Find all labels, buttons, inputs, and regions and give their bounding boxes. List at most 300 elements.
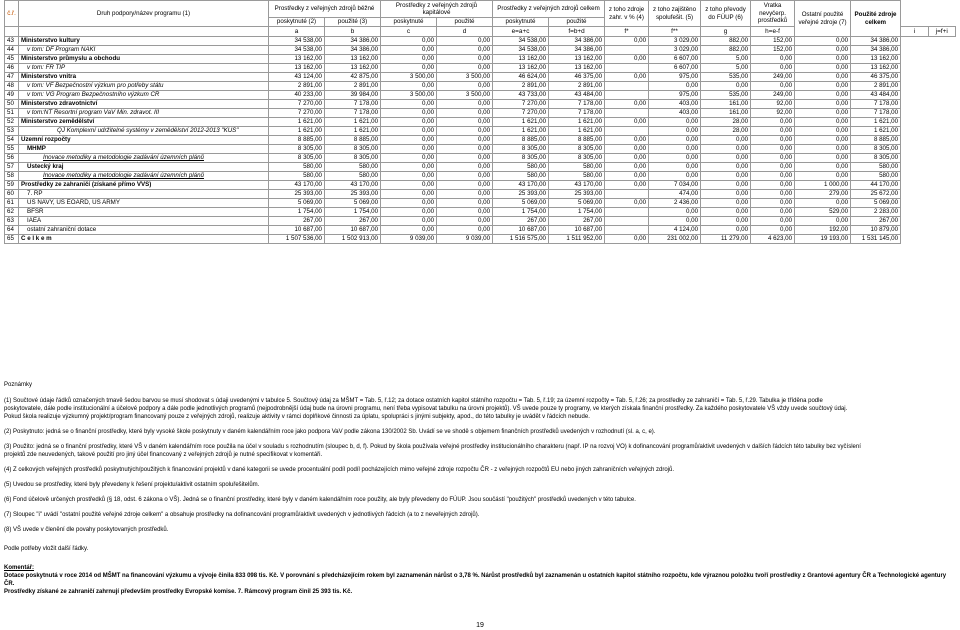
value-cell: 8 305,00 (325, 145, 381, 154)
row-number: 61 (5, 199, 19, 208)
komentar-title: Komentář: (4, 565, 35, 571)
table-row (5, 55, 956, 64)
value-cell: 0,00 (751, 145, 795, 154)
value-cell: 28,00 (701, 118, 751, 127)
value-cell: 7 270,00 (493, 109, 549, 118)
value-cell: 535,00 (701, 73, 751, 82)
value-cell: 1 621,00 (325, 127, 381, 136)
value-cell: 13 162,00 (269, 55, 325, 64)
value-cell: 13 162,00 (851, 55, 901, 64)
value-cell: 279,00 (795, 190, 851, 199)
value-cell: 0,00 (381, 64, 437, 73)
value-cell: 0,00 (751, 127, 795, 136)
value-cell: 0,00 (795, 100, 851, 109)
value-cell: 8 305,00 (549, 145, 605, 154)
value-cell: 28,00 (701, 127, 751, 136)
value-cell: 0,00 (437, 64, 493, 73)
value-cell: 0,00 (437, 226, 493, 235)
sub-poskytnute-celkem: poskytnuté (493, 18, 549, 27)
value-cell: 0,00 (649, 127, 701, 136)
value-cell: 25 393,00 (325, 190, 381, 199)
value-cell: 0,00 (437, 82, 493, 91)
value-cell: 1 621,00 (493, 118, 549, 127)
value-cell: 0,00 (649, 217, 701, 226)
value-cell: 10 687,00 (269, 226, 325, 235)
row-number: 53 (5, 127, 19, 136)
value-cell: 580,00 (269, 163, 325, 172)
value-cell: 7 034,00 (649, 181, 701, 190)
value-cell: 0,00 (795, 55, 851, 64)
value-cell: 13 162,00 (269, 64, 325, 73)
program-name: IAEA (19, 217, 269, 226)
col-header-vratka: Vratka nevyčerp. prostředků (751, 1, 795, 27)
row-number: 65 (5, 235, 19, 244)
value-cell: 0,00 (701, 154, 751, 163)
value-cell: 13 162,00 (325, 55, 381, 64)
value-cell: 0,00 (437, 37, 493, 46)
value-cell: 7 270,00 (269, 109, 325, 118)
value-cell: 267,00 (851, 217, 901, 226)
table-row (5, 37, 956, 46)
table-row (5, 91, 956, 100)
komentar-2: Prostředky získané ze zahraničí zahrnují především prostředky Evropské komise. 7. Rámcový program činil 25 393 tis. Kč. (4, 589, 353, 595)
program-name: 7. RP (19, 190, 269, 199)
value-cell: 8 305,00 (851, 154, 901, 163)
value-cell: 0,00 (381, 127, 437, 136)
note-2: (2) Poskytnuto: jedná se o finanční prostředky, které byly vysoké škole poskytnuty v daném kalendářním roce jako podpora VaV podle zákona 130/2002 Sb. Uvádí se ve shodě s objemem finančních prostředků uvedených v rozhodnutí (sl. a, c, e). (4, 429, 656, 435)
report-sheet (4, 0, 956, 244)
value-cell: 25 393,00 (493, 190, 549, 199)
table-row (5, 136, 956, 145)
value-cell: 34 386,00 (851, 46, 901, 55)
value-cell: 0,00 (751, 55, 795, 64)
value-cell: 34 538,00 (493, 37, 549, 46)
value-cell: 43 170,00 (325, 181, 381, 190)
value-cell (605, 109, 649, 118)
value-cell: 403,00 (649, 109, 701, 118)
value-cell: 10 879,00 (851, 226, 901, 235)
note-3a: (3) Použito: jedná se o finanční prostředky, které VŠ v daném kalendářním roce použila na účel v souladu s rozhodnutím (sloupec b, d, f). Pokud by škola používala veřejné prostředky institucionálního charakteru (např. IP na rozvoj VO) k dofinancování programů/aktivit uvedených v dalších řádcích této tabulky bez vyčíslení (4, 444, 861, 450)
value-cell: 882,00 (701, 46, 751, 55)
value-cell: 1 621,00 (269, 118, 325, 127)
value-cell: 249,00 (751, 73, 795, 82)
value-cell: 5 069,00 (493, 199, 549, 208)
row-number: 46 (5, 64, 19, 73)
value-cell: 1 531 145,00 (851, 235, 901, 244)
value-cell: 43 484,00 (549, 91, 605, 100)
program-name: Inovace metodiky a metodologie zadávání územních plánů (19, 154, 269, 163)
program-name: MHMP (19, 145, 269, 154)
value-cell: 0,00 (381, 37, 437, 46)
value-cell: 92,00 (751, 109, 795, 118)
row-number: 54 (5, 136, 19, 145)
program-name: v tom: VG Program Bezpečnostního výzkum ČR (19, 91, 269, 100)
value-cell: 0,00 (701, 181, 751, 190)
value-cell: 1 621,00 (851, 127, 901, 136)
value-cell: 0,00 (381, 55, 437, 64)
value-cell: 580,00 (325, 163, 381, 172)
value-cell: 0,00 (701, 163, 751, 172)
letter-cell: f* (605, 27, 649, 37)
value-cell: 0,00 (751, 208, 795, 217)
notes-section (4, 381, 954, 596)
value-cell: 0,00 (795, 82, 851, 91)
value-cell: 8 305,00 (851, 145, 901, 154)
value-cell: 0,00 (701, 172, 751, 181)
row-number: 48 (5, 82, 19, 91)
col-header-number: č.ř. (5, 1, 19, 27)
col-header-ostatni: Ostatní použité veřejné zdroje (7) (795, 1, 851, 37)
value-cell: 5,00 (701, 55, 751, 64)
row-number: 45 (5, 55, 19, 64)
row-number: 56 (5, 154, 19, 163)
value-cell: 5 069,00 (549, 199, 605, 208)
value-cell: 92,00 (751, 100, 795, 109)
value-cell: 43 484,00 (851, 91, 901, 100)
value-cell: 0,00 (795, 37, 851, 46)
col-header-celkem: Prostředky z veřejných zdrojů celkem (493, 1, 605, 18)
row-number: 44 (5, 46, 19, 55)
row-number: 63 (5, 217, 19, 226)
value-cell: 0,00 (437, 145, 493, 154)
col-header-kapitalove: Prostředky z veřejných zdrojů kapitálové (381, 1, 493, 18)
value-cell: 44 170,00 (851, 181, 901, 190)
letter-cell: b (325, 27, 381, 37)
table-row (5, 217, 956, 226)
table-row (5, 100, 956, 109)
value-cell: 7 178,00 (851, 100, 901, 109)
value-cell: 474,00 (649, 190, 701, 199)
value-cell: 0,00 (437, 190, 493, 199)
value-cell: 0,00 (437, 172, 493, 181)
value-cell: 267,00 (325, 217, 381, 226)
col-header-pouzite-celkem: Použité zdroje celkem (851, 1, 901, 37)
value-cell: 0,00 (795, 163, 851, 172)
table-row (5, 190, 956, 199)
value-cell: 4 623,00 (751, 235, 795, 244)
value-cell: 43 733,00 (493, 91, 549, 100)
value-cell: 0,00 (795, 217, 851, 226)
value-cell: 2 891,00 (269, 82, 325, 91)
value-cell: 580,00 (549, 172, 605, 181)
value-cell: 13 162,00 (851, 64, 901, 73)
note-5: (5) Uvedou se prostředky, které byly převedeny k řešení projektu/aktivit ostatním spoluřešitelům. (4, 482, 260, 488)
value-cell: 152,00 (751, 37, 795, 46)
sub-poskytnute-bezne: poskytnuté (2) (269, 18, 325, 27)
value-cell: 1 621,00 (549, 127, 605, 136)
value-cell: 0,00 (605, 145, 649, 154)
value-cell: 267,00 (269, 217, 325, 226)
value-cell (605, 127, 649, 136)
value-cell: 0,00 (701, 145, 751, 154)
value-cell: 882,00 (701, 37, 751, 46)
value-cell: 1 621,00 (851, 118, 901, 127)
letter-cell: f** (649, 27, 701, 37)
value-cell: 0,00 (381, 163, 437, 172)
value-cell: 0,00 (751, 136, 795, 145)
note-4: (4) Z celkových veřejných prostředků poskytnutých/použitých k financování projektů v dané kategorii se uvede procentuální podíl podíl pocházejících mimo veřejné zdroje rozpočtu ČR - z veřejných rozpočtů EU nebo jiných zahraničních veřejných zdrojů. (4, 467, 675, 473)
value-cell: 0,00 (649, 82, 701, 91)
value-cell: 975,00 (649, 91, 701, 100)
value-cell: 0,00 (751, 190, 795, 199)
program-name: v tom: FR TIP (19, 64, 269, 73)
value-cell (605, 82, 649, 91)
note-1a: (1) Součtové údaje řádků označených tmavě šedou barvou se musí shodovat s údaji uvedenými v tabulce 5. Součtový údaj za MŠMT = Tab. 5, ř.12; za dotace ostatních kapitol státního rozpočtu = Tab. 5, ř.19; za územní rozpočty = Tab. 5, ř.26; za prostředky ze zahraničí = Tab. 5, ř.29. Tabulka je tříděna podle (4, 398, 823, 404)
program-name: Ministerstvo průmyslu a obchodu (19, 55, 269, 64)
value-cell: 42 875,00 (325, 73, 381, 82)
value-cell: 10 687,00 (549, 226, 605, 235)
value-cell: 9 039,00 (381, 235, 437, 244)
notes-title: Poznámky (4, 382, 33, 388)
program-name: Územní rozpočty (19, 136, 269, 145)
value-cell: 0,00 (381, 46, 437, 55)
program-name: ostatní zahraniční dotace (19, 226, 269, 235)
value-cell: 0,00 (381, 199, 437, 208)
value-cell: 0,00 (751, 64, 795, 73)
program-name: v tom: VF Bezpečnostní výzkum pro potřeby státu (19, 82, 269, 91)
value-cell: 0,00 (649, 208, 701, 217)
table-row (5, 172, 956, 181)
table-row (5, 145, 956, 154)
value-cell: 975,00 (649, 73, 701, 82)
value-cell: 7 178,00 (851, 109, 901, 118)
letter-cell: h=e-f (751, 27, 795, 37)
value-cell: 0,00 (381, 109, 437, 118)
value-cell: 1 502 913,00 (325, 235, 381, 244)
value-cell: 7 178,00 (549, 109, 605, 118)
value-cell: 0,00 (381, 226, 437, 235)
value-cell: 3 029,00 (649, 37, 701, 46)
col-header-bezne: Prostředky z veřejných zdrojů běžné (269, 1, 381, 18)
value-cell: 7 178,00 (325, 109, 381, 118)
row-number: 59 (5, 181, 19, 190)
value-cell: 0,00 (605, 199, 649, 208)
program-name: BFSR (19, 208, 269, 217)
value-cell: 0,00 (751, 172, 795, 181)
value-cell (605, 91, 649, 100)
value-cell: 0,00 (701, 226, 751, 235)
row-number: 64 (5, 226, 19, 235)
value-cell: 0,00 (795, 199, 851, 208)
value-cell: 0,00 (437, 199, 493, 208)
value-cell: 0,00 (649, 163, 701, 172)
value-cell: 25 393,00 (549, 190, 605, 199)
value-cell: 267,00 (549, 217, 605, 226)
value-cell: 161,00 (701, 100, 751, 109)
value-cell: 0,00 (751, 154, 795, 163)
value-cell: 0,00 (751, 82, 795, 91)
value-cell: 0,00 (381, 100, 437, 109)
value-cell: 580,00 (851, 163, 901, 172)
value-cell: 0,00 (381, 217, 437, 226)
value-cell: 2 891,00 (325, 82, 381, 91)
value-cell: 13 162,00 (549, 55, 605, 64)
value-cell: 10 687,00 (325, 226, 381, 235)
program-name: Prostředky ze zahraničí (získané přímo VVŠ) (19, 181, 269, 190)
value-cell: 403,00 (649, 100, 701, 109)
row-number: 57 (5, 163, 19, 172)
value-cell: 1 621,00 (269, 127, 325, 136)
value-cell: 0,00 (605, 100, 649, 109)
program-name: Ministerstvo zdravotnictví (19, 100, 269, 109)
value-cell: 0,00 (795, 154, 851, 163)
letter-cell: e=a+c (493, 27, 549, 37)
row-number: 50 (5, 100, 19, 109)
value-cell: 2 891,00 (851, 82, 901, 91)
value-cell: 0,00 (605, 37, 649, 46)
value-cell: 0,00 (381, 154, 437, 163)
value-cell: 231 002,00 (649, 235, 701, 244)
value-cell: 152,00 (751, 46, 795, 55)
value-cell: 0,00 (649, 145, 701, 154)
value-cell: 0,00 (437, 46, 493, 55)
value-cell: 43 170,00 (269, 181, 325, 190)
value-cell: 0,00 (701, 190, 751, 199)
value-cell: 0,00 (605, 172, 649, 181)
table-row (5, 154, 956, 163)
value-cell: 43 170,00 (549, 181, 605, 190)
value-cell: 0,00 (701, 82, 751, 91)
program-name: v tom: DF Program NAKI (19, 46, 269, 55)
value-cell: 0,00 (649, 136, 701, 145)
row-number: 58 (5, 172, 19, 181)
value-cell: 0,00 (381, 208, 437, 217)
program-name: C e l k e m (19, 235, 269, 244)
value-cell: 580,00 (851, 172, 901, 181)
table-row (5, 73, 956, 82)
value-cell: 0,00 (381, 181, 437, 190)
value-cell: 0,00 (605, 118, 649, 127)
value-cell (605, 190, 649, 199)
value-cell: 0,00 (437, 154, 493, 163)
value-cell: 8 305,00 (493, 145, 549, 154)
value-cell: 0,00 (437, 127, 493, 136)
note-7: (7) Sloupec "i" uvádí "ostatní použité veřejné zdroje celkem" a obsahuje prostředky na dofinancování programů/aktivit uvedených v jednotlivých řádcích (a to z neveřejných zdrojů). (4, 512, 480, 518)
row-number: 55 (5, 145, 19, 154)
value-cell: 34 386,00 (549, 37, 605, 46)
page-number: 19 (476, 622, 484, 629)
value-cell: 0,00 (649, 118, 701, 127)
program-name: QJ Komplexní udržitelné systémy v zemědělství 2012-2013 "KUS" (19, 127, 269, 136)
value-cell: 0,00 (649, 154, 701, 163)
table-row (5, 118, 956, 127)
header-row-top (5, 1, 956, 18)
program-name: US NAVY, US EOARD, US ARMY (19, 199, 269, 208)
value-cell: 8 885,00 (269, 136, 325, 145)
value-cell: 9 039,00 (437, 235, 493, 244)
program-name: Inovace metodiky a metodologie zadávání územních plánů (19, 172, 269, 181)
value-cell: 10 687,00 (493, 226, 549, 235)
value-cell: 1 511 952,00 (549, 235, 605, 244)
value-cell: 46 624,00 (493, 73, 549, 82)
value-cell: 5 069,00 (269, 199, 325, 208)
value-cell: 34 386,00 (325, 46, 381, 55)
value-cell: 39 984,00 (325, 91, 381, 100)
value-cell: 0,00 (437, 136, 493, 145)
value-cell: 0,00 (381, 118, 437, 127)
value-cell (605, 226, 649, 235)
letter-cell: c (381, 27, 437, 37)
value-cell: 8 305,00 (493, 154, 549, 163)
value-cell: 43 124,00 (269, 73, 325, 82)
value-cell: 6 607,00 (649, 55, 701, 64)
table-row (5, 226, 956, 235)
value-cell: 580,00 (325, 172, 381, 181)
letter-cell: j=f+i (928, 27, 955, 37)
program-name: Ministerstvo zemědělství (19, 118, 269, 127)
value-cell: 0,00 (795, 91, 851, 100)
value-cell: 2 891,00 (549, 82, 605, 91)
value-cell: 11 279,00 (701, 235, 751, 244)
value-cell: 0,00 (751, 163, 795, 172)
value-cell: 3 500,00 (381, 73, 437, 82)
value-cell: 580,00 (549, 163, 605, 172)
note-3b: projektů zde neuvedených, takové použití pro jiný účel financovaný z veřejných zdrojů je nutné specifikovat v komentáři. (4, 452, 323, 458)
table-row (5, 163, 956, 172)
value-cell: 13 162,00 (549, 64, 605, 73)
col-header-zdroje-zahr: z toho zdroje zahr. v % (4) (605, 1, 649, 27)
value-cell: 25 393,00 (269, 190, 325, 199)
value-cell: 7 178,00 (325, 100, 381, 109)
value-cell (605, 208, 649, 217)
value-cell: 8 885,00 (493, 136, 549, 145)
value-cell: 0,00 (437, 100, 493, 109)
letter-cell: d (437, 27, 493, 37)
value-cell: 161,00 (701, 109, 751, 118)
row-number: 43 (5, 37, 19, 46)
value-cell: 8 305,00 (269, 154, 325, 163)
value-cell: 0,00 (437, 109, 493, 118)
value-cell: 8 885,00 (325, 136, 381, 145)
value-cell: 0,00 (437, 208, 493, 217)
value-cell: 529,00 (795, 208, 851, 217)
row-number: 51 (5, 109, 19, 118)
value-cell: 0,00 (381, 82, 437, 91)
value-cell: 3 500,00 (437, 91, 493, 100)
value-cell: 7 178,00 (549, 100, 605, 109)
value-cell: 1 754,00 (269, 208, 325, 217)
value-cell: 0,00 (701, 217, 751, 226)
value-cell: 0,00 (605, 235, 649, 244)
value-cell: 19 193,00 (795, 235, 851, 244)
table-row (5, 127, 956, 136)
value-cell: 34 386,00 (549, 46, 605, 55)
value-cell: 0,00 (795, 109, 851, 118)
value-cell: 267,00 (493, 217, 549, 226)
value-cell: 0,00 (795, 136, 851, 145)
value-cell: 0,00 (437, 55, 493, 64)
table-row (5, 235, 956, 244)
value-cell: 0,00 (437, 118, 493, 127)
value-cell: 13 162,00 (493, 55, 549, 64)
letter-cell: a (269, 27, 325, 37)
value-cell (605, 64, 649, 73)
value-cell: 4 124,00 (649, 226, 701, 235)
value-cell: 1 754,00 (493, 208, 549, 217)
value-cell: 7 270,00 (269, 100, 325, 109)
value-cell: 8 305,00 (325, 154, 381, 163)
table-row (5, 64, 956, 73)
value-cell: 1 754,00 (325, 208, 381, 217)
value-cell: 5,00 (701, 64, 751, 73)
value-cell: 3 500,00 (381, 91, 437, 100)
value-cell: 34 386,00 (851, 37, 901, 46)
table-row (5, 109, 956, 118)
table-row (5, 82, 956, 91)
value-cell: 0,00 (795, 73, 851, 82)
value-cell: 0,00 (751, 181, 795, 190)
program-name: Ústecký kraj (19, 163, 269, 172)
